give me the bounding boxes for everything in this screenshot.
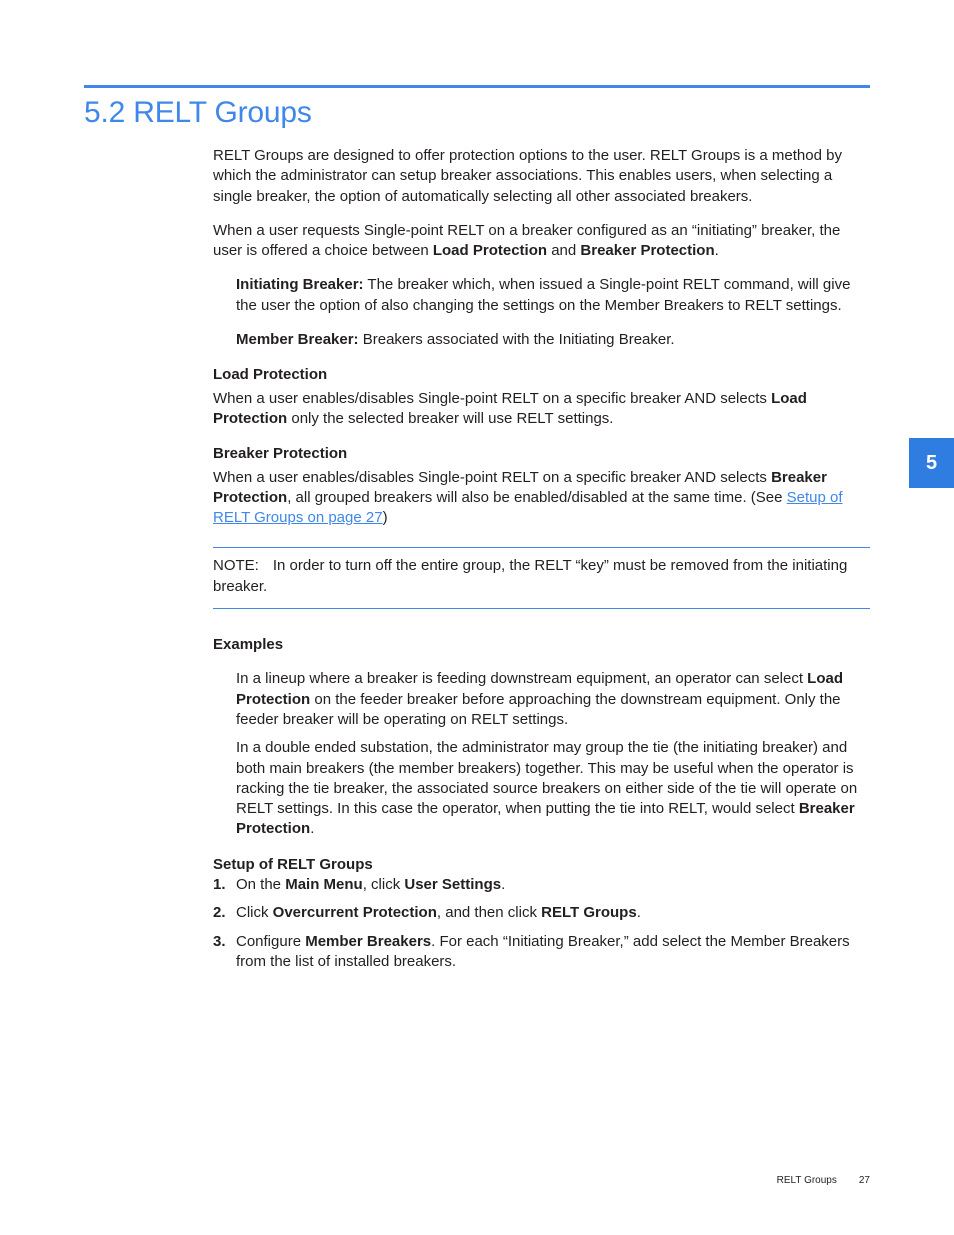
note-text: In order to turn off the entire group, the RELT “key” must be removed from the initiating breaker. [213, 557, 848, 595]
bold-term: Main Menu [285, 876, 363, 894]
text-run: . [501, 876, 506, 894]
bold-term: Load Protection [236, 670, 844, 708]
bold-term: Load Protection [213, 389, 807, 427]
page-title: 5.2 RELT Groups [84, 96, 312, 129]
text-run: . [310, 820, 315, 838]
list-item [213, 875, 870, 895]
text-run: On the [236, 876, 286, 894]
text-run: Click [236, 904, 273, 922]
note-label: NOTE: [213, 557, 259, 575]
setup-heading: Setup of RELT Groups [213, 855, 373, 873]
examples-heading: Examples [213, 636, 284, 654]
text-run: When a user enables/disables Single-point RELT on a specific breaker AND selects [213, 468, 772, 486]
intro-paragraph: RELT Groups are designed to offer protection options to the user. RELT Groups is a method by which the administrator can setup breaker associations. This enables users, when selecting a single breaker, the option of automatically selecting all other associated breakers. [213, 147, 842, 205]
text-run: . [714, 242, 719, 260]
example-paragraph-1 [213, 669, 870, 730]
text-run: ) [382, 509, 388, 527]
step-number: 3. [213, 932, 226, 950]
load-protection-paragraph [213, 389, 870, 430]
chapter-tab[interactable]: 5 [909, 438, 954, 488]
text-run: . [636, 904, 641, 922]
breaker-protection-heading: Breaker Protection [213, 445, 348, 463]
definition-term: Initiating Breaker: [236, 276, 364, 294]
text-run: When a user enables/disables Single-point RELT on a specific breaker AND selects [213, 389, 772, 407]
text-run: When a user requests Single-point RELT on a breaker configured as an “initiating” breaker, the user is offered a choice between [213, 221, 841, 260]
bold-term: Breaker Protection [213, 468, 827, 506]
page-number: 27 [858, 1175, 870, 1186]
bold-term: RELT Groups [541, 904, 637, 922]
bold-term: Breaker Protection [580, 242, 715, 260]
bold-term: Breaker Protection [236, 800, 855, 838]
bold-term: Overcurrent Protection [272, 904, 437, 922]
definition-member-breaker [213, 330, 870, 350]
example-paragraph-2 [213, 738, 870, 839]
load-protection-heading: Load Protection [213, 366, 328, 384]
definition-term: Member Breaker: [236, 331, 359, 349]
list-item [213, 903, 870, 923]
definition-text: Breakers associated with the Initiating Breaker. [358, 331, 675, 349]
text-run: , click [362, 876, 405, 894]
text-run: In a double ended substation, the administrator may group the tie (the initiating breaker) and both main breakers (the member breakers) together. This may be useful when the operator is racking the tie breaker, the associated source breakers on either side of the tie will operate on RELT settings. In this case the operator, when putting the tie into RELT, would select [236, 739, 858, 818]
setup-relt-groups-link[interactable]: Setup of RELT Groups on page 27 [213, 488, 843, 527]
text-run: In a lineup where a breaker is feeding downstream equipment, an operator can select [236, 670, 808, 688]
intro-paragraph-2 [213, 221, 870, 262]
definition-text: The breaker which, when issued a Single-point RELT command, will give the user the option of also changing the settings on the Member Breakers to RELT settings. [236, 276, 851, 314]
setup-steps [213, 875, 870, 972]
text-run: , all grouped breakers will also be enabled/disabled at the same time. (See [287, 488, 787, 506]
bold-term: User Settings [404, 876, 502, 894]
definition-initiating-breaker [213, 275, 870, 316]
breaker-protection-paragraph [213, 468, 870, 529]
text-run: only the selected breaker will use RELT settings. [287, 409, 614, 427]
main-content [213, 146, 870, 980]
text-run: on the feeder breaker before approaching the downstream equipment. Only the feeder breaker will be operating on RELT settings. [236, 690, 841, 728]
step-number: 1. [213, 876, 226, 894]
note-box [213, 547, 870, 609]
bold-term: Member Breakers [305, 932, 432, 950]
text-run: . For each “Initiating Breaker,” add select the Member Breakers from the list of installed breakers. [236, 932, 850, 970]
title-rule [84, 85, 870, 88]
text-run: Configure [236, 932, 306, 950]
bold-term: Load Protection [432, 242, 548, 260]
footer-section: RELT Groups [776, 1175, 837, 1186]
text-run: , and then click [436, 904, 542, 922]
text-run: and [547, 242, 581, 260]
list-item [213, 932, 870, 973]
step-number: 2. [213, 904, 226, 922]
page-footer [777, 1175, 870, 1186]
